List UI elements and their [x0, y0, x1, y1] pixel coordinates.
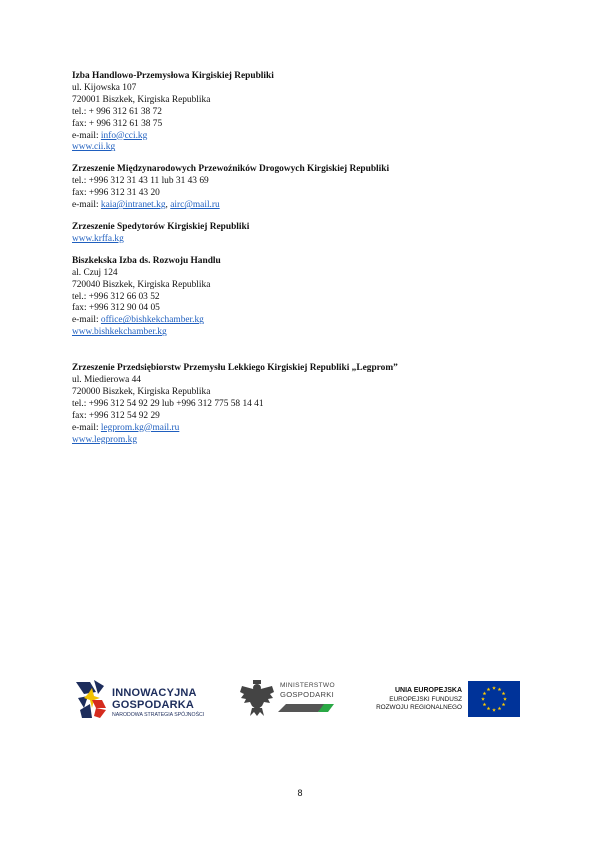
org-name: Biszkekska Izba ds. Rozwoju Handlu — [72, 255, 221, 266]
org-website-line — [72, 142, 542, 154]
footer-logos — [0, 668, 600, 728]
email-label: e-mail: — [72, 422, 101, 433]
org-website-line — [72, 327, 542, 339]
green-bar-icon — [278, 702, 334, 712]
org-address-city: 720040 Biszkek, Kirgiska Republika — [72, 279, 211, 290]
email-label: e-mail: — [72, 200, 101, 211]
logo-text-line2: GOSPODARKI — [280, 690, 335, 699]
org-block-road-carriers — [72, 164, 542, 212]
org-address-city: 720001 Biszkek, Kirgiska Republika — [72, 94, 211, 105]
email-label: e-mail: — [72, 130, 101, 141]
org-fax: fax: +996 312 90 04 05 — [72, 303, 160, 314]
website-link[interactable]: www.legprom.kg — [72, 434, 138, 445]
org-address-city: 720000 Biszkek, Kirgiska Republika — [72, 386, 211, 397]
org-fax: fax: + 996 312 61 38 75 — [72, 118, 163, 129]
org-name: Zrzeszenie Międzynarodowych Przewoźników Drogowych Kirgiskiej Republiki — [72, 164, 390, 175]
website-link[interactable]: www.bishkekchamber.kg — [72, 327, 167, 338]
email-link-secondary[interactable]: airc@mail.ru — [170, 200, 220, 211]
org-block-bishkek-chamber — [72, 256, 542, 339]
org-fax: fax: +996 312 31 43 20 — [72, 188, 160, 199]
eu-flag-icon — [468, 681, 520, 717]
polish-eagle-icon — [238, 678, 276, 718]
org-address-street: ul. Kijowska 107 — [72, 82, 137, 93]
email-link[interactable]: legprom.kg@mail.ru — [100, 422, 180, 433]
innowacyjna-gospodarka-logo — [74, 678, 214, 720]
unia-europejska-logo — [366, 679, 522, 719]
org-email-line — [72, 200, 542, 212]
org-name: Zrzeszenie Spedytorów Kirgiskiej Republiki — [72, 221, 250, 232]
page-number: 8 — [297, 788, 303, 798]
org-email-line — [72, 131, 542, 143]
logo-text-line1: INNOWACYJNA — [112, 687, 197, 699]
org-website-line — [72, 435, 542, 447]
star-burst-icon — [74, 678, 110, 720]
org-website-line — [72, 234, 542, 246]
org-email-line — [72, 315, 542, 327]
org-tel: tel.: +996 312 54 92 29 lub +996 312 775 58 14 41 — [72, 398, 264, 409]
org-address-street: ul. Miedierowa 44 — [72, 375, 141, 386]
email-label: e-mail: — [72, 315, 101, 326]
org-tel: tel.: +996 312 66 03 52 — [72, 291, 160, 302]
logo-text-line2: EUROPEJSKI FUNDUSZ — [389, 696, 462, 703]
email-link[interactable]: kaia@intranet.kg — [100, 200, 166, 211]
contacts-list — [72, 71, 542, 446]
org-block-forwarders — [72, 222, 542, 246]
org-block-legprom — [72, 363, 542, 446]
org-fax: fax: +996 312 54 92 29 — [72, 410, 160, 421]
org-email-line — [72, 423, 542, 435]
logo-text-line1: UNIA EUROPEJSKA — [394, 687, 462, 694]
ministerstwo-gospodarki-logo — [238, 678, 338, 718]
email-separator: , — [165, 200, 171, 211]
org-name: Zrzeszenie Przedsiębiorstw Przemysłu Lekkiego Kirgiskiej Republiki „Legprom” — [72, 363, 398, 374]
logo-text-line3: NARODOWA STRATEGIA SPÓJNOŚCI — [112, 712, 205, 718]
website-link[interactable]: www.cii.kg — [72, 142, 116, 153]
org-tel: tel.: +996 312 31 43 11 lub 31 43 69 — [72, 176, 209, 187]
email-link[interactable]: info@cci.kg — [100, 130, 148, 141]
logo-text-line1: MINISTERSTWO — [280, 682, 335, 689]
website-link[interactable]: www.krffa.kg — [72, 233, 124, 244]
org-address-street: al. Czuj 124 — [72, 267, 118, 278]
org-block-chamber-commerce — [72, 71, 542, 154]
email-link[interactable]: office@bishkekchamber.kg — [100, 315, 204, 326]
org-name: Izba Handlowo-Przemysłowa Kirgiskiej Republiki — [72, 71, 274, 81]
logo-text-line3: ROZWOJU REGIONALNEGO — [376, 704, 462, 711]
logo-text-line2: GOSPODARKA — [112, 699, 195, 711]
org-tel: tel.: + 996 312 61 38 72 — [72, 106, 162, 117]
